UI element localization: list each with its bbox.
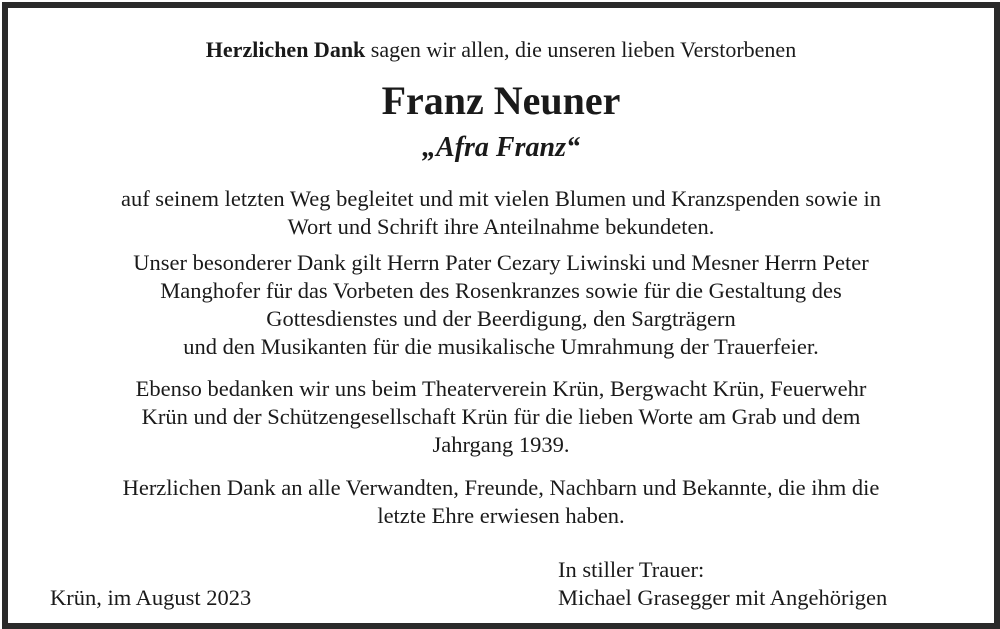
- deceased-name: Franz Neuner: [381, 78, 621, 123]
- paragraph-line: Jahrgang 1939.: [432, 432, 570, 457]
- paragraph-line: Krün und der Schützengesellschaft Krün für die lieben Worte am Grab und dem: [141, 404, 861, 429]
- paragraph-line: und den Musikanten für die musikalische Umrahmung der Trauerfeier.: [183, 334, 819, 359]
- paragraph-line: auf seinem letzten Weg begleitet und mit vielen Blumen und Kranzspenden sowie in: [120, 186, 882, 211]
- signature-names: Michael Grasegger mit Angehörigen: [558, 585, 888, 610]
- intro-text: sagen wir allen, die unseren lieben Verstorbenen: [365, 37, 797, 62]
- deceased-nickname: „Afra Franz“: [422, 132, 580, 163]
- paragraph-4: [38, 474, 964, 530]
- paragraph-line: Unser besonderer Dank gilt Herrn Pater Cezary Liwinski und Mesner Herrn Peter: [133, 250, 869, 275]
- signature-block: [558, 556, 887, 612]
- place-date: Krün, im August 2023: [50, 585, 252, 610]
- notice-frame: [2, 2, 1000, 629]
- paragraph-line: Wort und Schrift ihre Anteilnahme bekundeten.: [287, 214, 715, 239]
- paragraph-line: Ebenso bedanken wir uns beim Theaterverein Krün, Bergwacht Krün, Feuerwehr: [135, 376, 867, 401]
- intro-bold-text: Herzlichen Dank: [205, 37, 366, 62]
- paragraph-2: [38, 249, 964, 361]
- paragraph-3: [38, 375, 964, 459]
- paragraph-1: [38, 185, 964, 241]
- paragraph-line: letzte Ehre erwiesen haben.: [377, 503, 625, 528]
- intro-line: [8, 36, 994, 64]
- paragraph-line: Gottesdienstes und der Beerdigung, den Sargträgern: [266, 306, 736, 331]
- notice-content: [8, 8, 994, 623]
- paragraph-line: Manghofer für das Vorbeten des Rosenkranzes sowie für die Gestaltung des: [160, 278, 842, 303]
- paragraph-line: Herzlichen Dank an alle Verwandten, Freunde, Nachbarn und Bekannte, die ihm die: [122, 475, 880, 500]
- signature-heading: In stiller Trauer:: [558, 557, 705, 582]
